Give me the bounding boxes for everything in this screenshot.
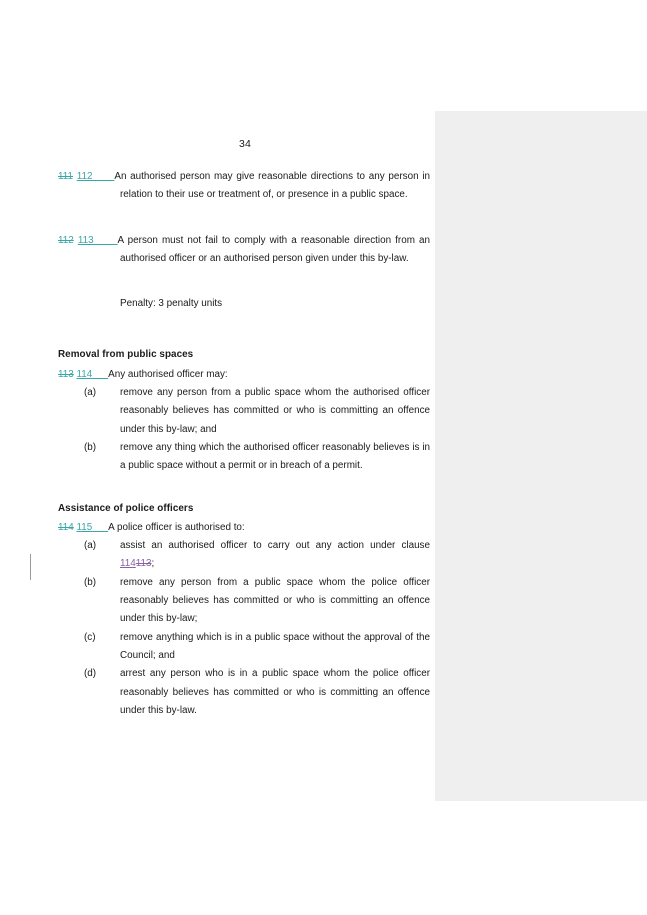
list-text: remove any person from a public space whom the authorised officer reasonably believes has committed or who is committing an offence under this by-law; and — [120, 387, 430, 435]
list-marker: (b) — [84, 441, 97, 453]
spacer — [58, 277, 430, 295]
spacer — [58, 476, 430, 500]
list-item — [58, 629, 430, 666]
deleted-number: 111 — [58, 171, 74, 182]
list-item — [58, 665, 430, 720]
list-text: remove any person from a public space whom the police officer reasonably believes has committed or who is committing an offence under this by-law; — [120, 576, 430, 625]
clause-115-text: A police officer is authorised to: — [108, 521, 245, 533]
inserted-number: 113 — [77, 234, 94, 246]
inserted-number: 115 — [76, 521, 93, 533]
list-marker: (a) — [84, 540, 97, 552]
clause-114-number — [58, 369, 108, 380]
list-marker: (d) — [84, 668, 97, 680]
clause-114 — [58, 366, 430, 384]
spacer — [58, 214, 430, 232]
clause-112 — [58, 168, 430, 205]
inserted-clause-reference: 114 — [120, 558, 136, 570]
spacer — [58, 322, 430, 346]
clause-114-sub-list — [58, 384, 430, 475]
list-text-before: assist an authorised officer to carry out any action under clause — [120, 540, 430, 552]
list-text-after: ; — [151, 558, 155, 570]
page-number: 34 — [238, 138, 252, 150]
list-text — [120, 540, 430, 569]
clause-113-text: A person must not fail to comply with a reasonable direction from an authorised officer or an authorised person given under this by-law. — [117, 234, 431, 264]
clause-115 — [58, 519, 430, 537]
heading-removal-from-public-spaces: Removal from public spaces — [58, 349, 194, 361]
deleted-clause-reference: 113 — [135, 558, 152, 570]
list-item — [58, 537, 430, 574]
clause-113 — [58, 232, 430, 269]
list-item — [58, 384, 430, 439]
list-text: remove any thing which the authorised officer reasonably believes is in a public space without a permit or in breach of a permit. — [120, 441, 430, 472]
markup-comment-pane — [435, 111, 647, 801]
list-marker: (b) — [84, 576, 97, 588]
inserted-number: 112 — [76, 171, 93, 182]
heading-assistance-of-police-officers: Assistance of police officers — [58, 502, 194, 514]
deleted-number: 114 — [58, 521, 74, 533]
clause-114-text: Any authorised officer may: — [108, 368, 228, 380]
list-marker: (c) — [84, 631, 96, 643]
list-item — [58, 439, 430, 476]
deleted-number: 113 — [58, 368, 74, 380]
list-text: arrest any person who is in a public space whom the police officer reasonably believes has committed or who is committing an offence under this by-law. — [120, 668, 430, 716]
insertion-tab — [92, 522, 108, 533]
clause-112-text: An authorised person may give reasonable directions to any person in relation to their use or treatment of, or presence in a public space. — [114, 171, 430, 201]
deleted-number: 112 — [58, 234, 74, 246]
clause-112-number — [58, 171, 114, 182]
list-item — [58, 574, 430, 629]
penalty-line: Penalty: 3 penalty units — [120, 298, 223, 310]
clause-115-number — [58, 522, 108, 533]
list-text: remove anything which is in a public space without the approval of the Council; and — [120, 631, 430, 661]
inserted-number: 114 — [76, 368, 93, 380]
revision-change-bar — [30, 554, 31, 580]
insertion-tab — [93, 171, 115, 182]
list-marker: (a) — [84, 387, 97, 399]
insertion-tab — [92, 369, 108, 380]
insertion-tab — [94, 235, 118, 246]
clause-113-number — [58, 235, 118, 246]
clause-115-sub-list — [58, 537, 430, 720]
document-body — [58, 168, 430, 720]
